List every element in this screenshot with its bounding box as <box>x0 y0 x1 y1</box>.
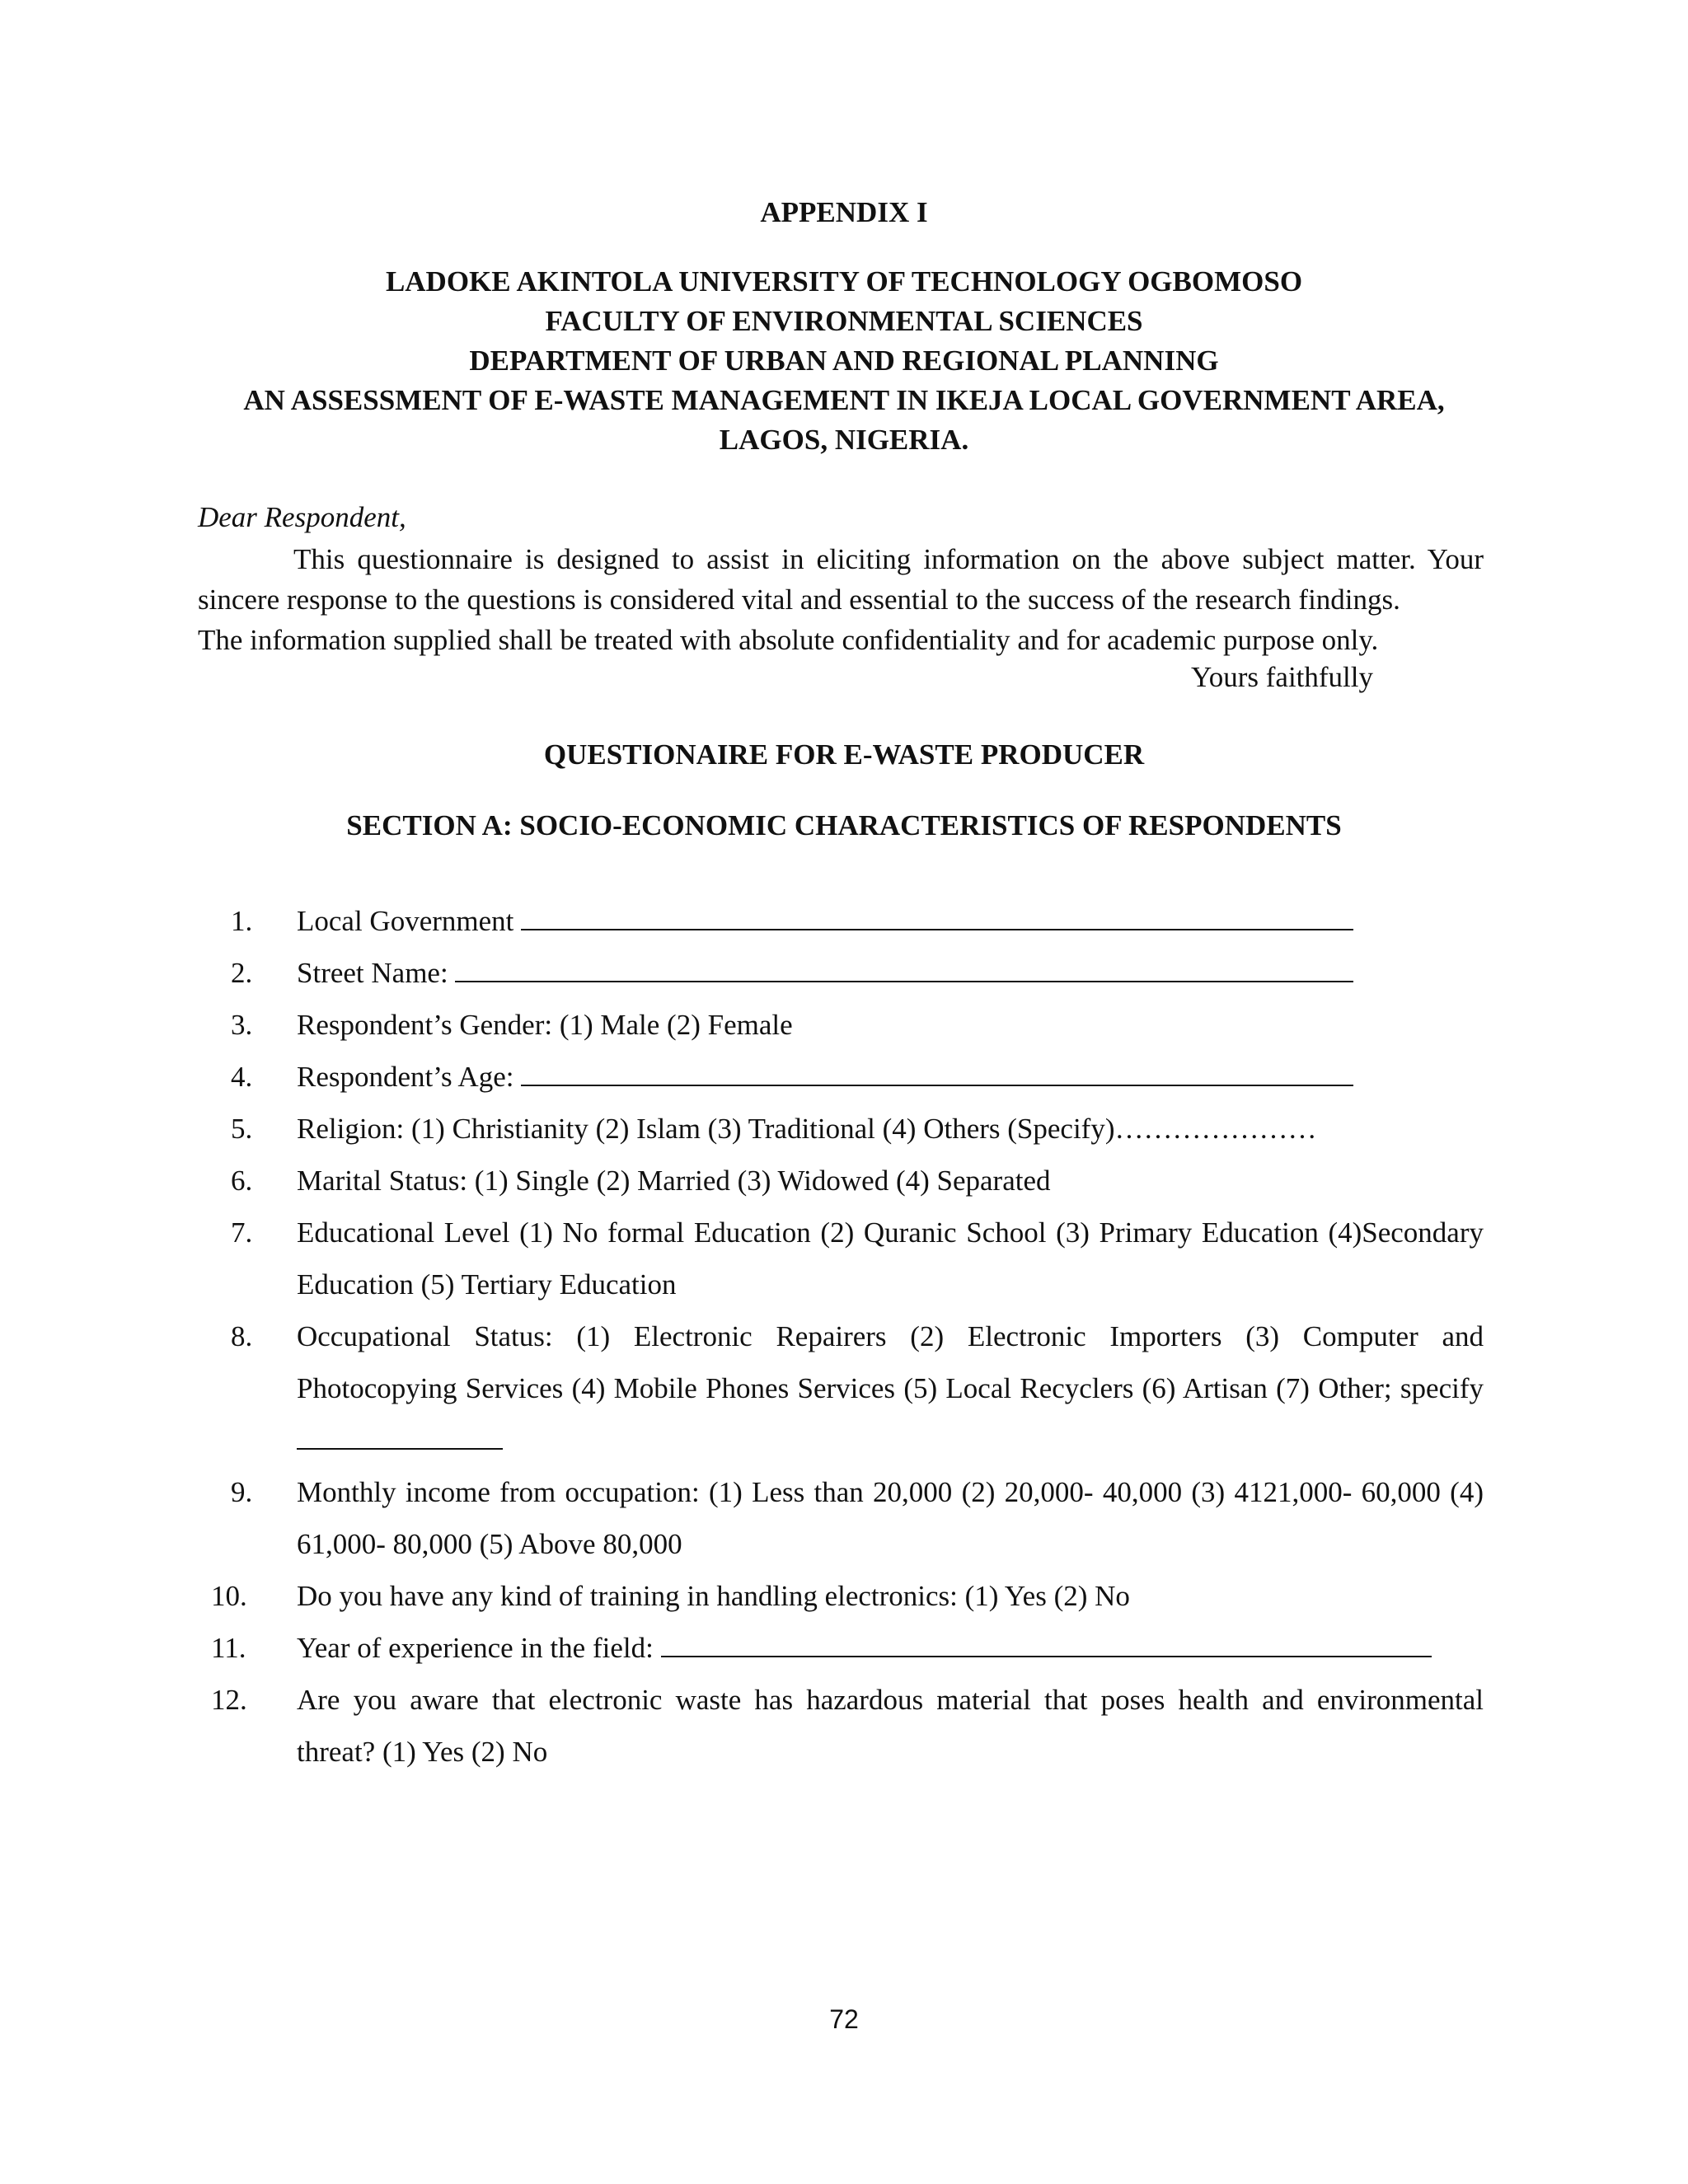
question-text: Local Government <box>297 905 522 937</box>
question-list <box>198 895 1484 1778</box>
question-item <box>198 999 1484 1051</box>
signoff: Yours faithfully <box>1190 661 1373 693</box>
page-number: 72 <box>829 2004 859 2034</box>
question-text: Year of experience in the field: <box>297 1632 661 1664</box>
question-text: Occupational Status: (1) Electronic Repairers (2) Electronic Importers (3) Computer and Photocopying Services (4) Mobile Phones Services (5) Local Recyclers (6) Artisan (7) Other; specify <box>297 1320 1484 1404</box>
question-item <box>198 895 1484 947</box>
university-name: LADOKE AKINTOLA UNIVERSITY OF TECHNOLOGY OGBOMOSO <box>385 265 1303 298</box>
question-text: Respondent’s Age: <box>297 1061 522 1093</box>
question-number: 10. <box>211 1580 247 1612</box>
answer-blank[interactable] <box>521 904 1353 930</box>
question-number: 6. <box>231 1165 253 1197</box>
question-text: Educational Level (1) No formal Education (2) Quranic School (3) Primary Education (4)Secondary Education (5) Tertiary Education <box>297 1216 1484 1301</box>
question-number: 4. <box>231 1061 253 1093</box>
question-text: Are you aware that electronic waste has hazardous material that poses health and environmental threat? (1) Yes (2) No <box>297 1684 1484 1768</box>
faculty-name: FACULTY OF ENVIRONMENTAL SCIENCES <box>545 305 1143 337</box>
questionnaire-title: QUESTIONAIRE FOR E-WASTE PRODUCER <box>543 738 1145 771</box>
answer-blank[interactable] <box>455 956 1353 982</box>
section-a-title: SECTION A: SOCIO-ECONOMIC CHARACTERISTICS OF RESPONDENTS <box>346 809 1342 841</box>
question-text: Monthly income from occupation: (1) Less than 20,000 (2) 20,000- 40,000 (3) 4121,000- 60,000 (4) 61,000- 80,000 (5) Above 80,000 <box>297 1476 1484 1560</box>
question-text: Respondent’s Gender: (1) Male (2) Female <box>297 1009 793 1041</box>
question-item <box>198 1466 1484 1570</box>
question-item <box>198 1622 1484 1674</box>
question-number: 2. <box>231 957 253 989</box>
study-title-line-1: AN ASSESSMENT OF E-WASTE MANAGEMENT IN IKEJA LOCAL GOVERNMENT AREA, <box>243 384 1445 416</box>
question-number: 5. <box>231 1113 253 1145</box>
answer-blank[interactable] <box>521 1060 1353 1086</box>
question-item <box>198 1674 1484 1778</box>
question-item <box>198 1155 1484 1207</box>
answer-blank[interactable] <box>661 1631 1432 1657</box>
letter-body-last-line: The information supplied shall be treated with absolute confidentiality and for academic purpose only. <box>198 624 1379 656</box>
question-text: Do you have any kind of training in handling electronics: (1) Yes (2) No <box>297 1580 1130 1612</box>
department-name: DEPARTMENT OF URBAN AND REGIONAL PLANNING <box>469 344 1219 377</box>
question-item <box>198 947 1484 999</box>
question-item <box>198 1570 1484 1622</box>
appendix-heading: APPENDIX I <box>760 196 928 228</box>
question-item <box>198 1051 1484 1103</box>
question-number: 3. <box>231 1009 253 1041</box>
question-number: 7. <box>231 1216 253 1249</box>
question-number: 12. <box>211 1684 247 1716</box>
study-title-line-2: LAGOS, NIGERIA. <box>719 424 969 456</box>
question-item <box>198 1310 1484 1466</box>
question-number: 9. <box>231 1476 253 1508</box>
question-item <box>198 1207 1484 1310</box>
question-text: Religion: (1) Christianity (2) Islam (3) Traditional (4) Others (Specify)………………… <box>297 1113 1317 1145</box>
letter-body: This questionnaire is designed to assist in eliciting information on the above subject matter. Your sincere response to the questions is considered vital and essential to the success of the research findings. <box>198 543 1484 616</box>
salutation: Dear Respondent, <box>198 501 406 533</box>
question-number: 1. <box>231 905 253 937</box>
question-text: Marital Status: (1) Single (2) Married (3) Widowed (4) Separated <box>297 1165 1051 1197</box>
question-text: Street Name: <box>297 957 456 989</box>
answer-blank[interactable] <box>297 1423 503 1450</box>
question-number: 8. <box>231 1320 253 1352</box>
question-item <box>198 1103 1484 1155</box>
question-number: 11. <box>211 1632 246 1664</box>
